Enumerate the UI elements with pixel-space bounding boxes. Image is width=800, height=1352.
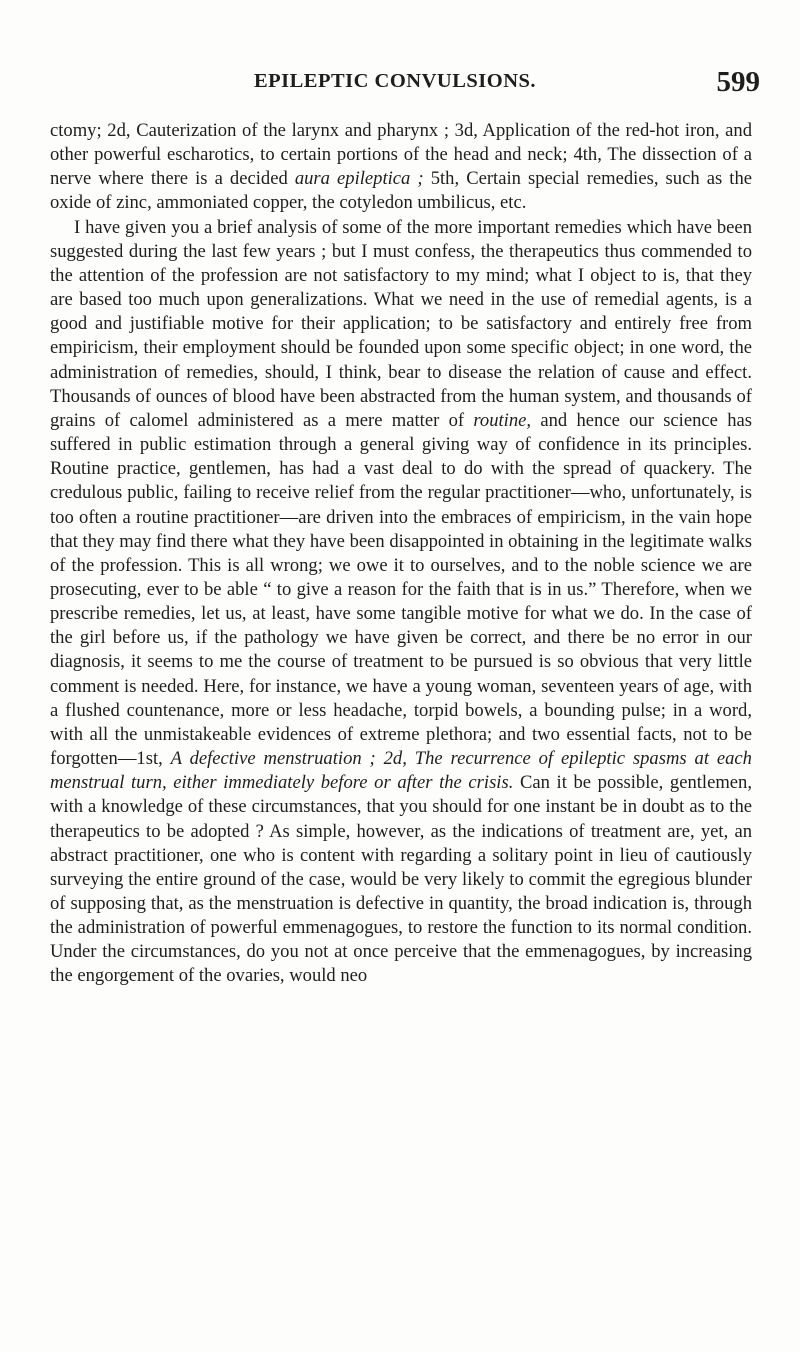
text-run: and hence our science has suffered in public estimation through a general giving way of confidence in its principles. Routine practice, gentlemen, has had a vast deal to do with the spread of quackery. The credulous public, failing to receive relief from the regular practitioner—who, unfortunately, is too often a routine practitioner—are driven into the embraces of empiricism, in the vain hope that they may find there what they have been disappointed in obtaining in the legitimate walks of the profession. This is all wrong; we owe it to ourselves, and to the noble science we are prosecuting, ever to be able “ to give a reason for the faith that is in us.” Therefore, when we prescribe remedies, let us, at least, have some tangible motive for what we do. In the case of the girl before us, if the pathology we have given be correct, and there be no error in our diagnosis, it seems to me the course of treatment to be pursued is so obvious that very little comment is needed. Here, for instance, we have a young woman, seventeen years of age, with a flushed countenance, more or less headache, torpid bowels, a bounding pulse; in a word, with all the unmistakeable evidences of extreme plethora; and two essential facts, not to be forgotten—1st, xyxy=(50,409,752,770)
paragraph xyxy=(50,119,752,216)
text-run: I have given you a brief analysis of some of the more important remedies which have been suggested during the last few years ; but I must confess, the therapeutics thus commended to the attention of the profession are not satisfactory to my mind; what I object to is, that they are based too much upon generalizations. What we need in the use of remedial agents, is a good and justifiable motive for their application; to be satisfactory and entirely free from empiricism, their employment should be founded upon some specific object; in one word, the administration of remedies, should, I think, bear to disease the relation of cause and effect. Thousands of ounces of blood have been abstracted from the human system, and thousands of grains of calomel administered as a mere matter of xyxy=(50,216,752,431)
paragraph xyxy=(50,216,752,989)
body-text xyxy=(50,119,752,989)
italic-text: aura epileptica ; xyxy=(294,168,424,190)
page-number: 599 xyxy=(716,66,760,98)
running-head: EPILEPTIC CONVULSIONS. xyxy=(253,70,537,92)
text-run: ctomy; 2d, Cauterization of the larynx and pharynx ; 3d, Application of the red-hot iron, and other powerful escharotics, to certain portions of the head and neck; 4th, The dissection of a nerve where there is a decided xyxy=(50,120,752,190)
italic-text: A defective menstruation ; 2d, The recurrence of epileptic spasms at each menstrual turn, either immediately before or after the crisis. xyxy=(50,748,752,794)
text-run: 5th, Certain special remedies, such as the oxide of zinc, ammoniated copper, the cotyledon umbilicus, etc. xyxy=(50,168,752,214)
italic-text: routine, xyxy=(473,409,532,431)
page-header xyxy=(0,66,800,106)
text-run: Can it be possible, gentlemen, with a knowledge of these circumstances, that you should for one instant be in doubt as to the therapeutics to be adopted ? As simple, however, as the indications of treatment are, yet, an abstract practitioner, one who is content with regarding a solitary point in lieu of cautiously surveying the entire ground of the case, would be very likely to commit the egregious blunder of supposing that, as the menstruation is defective in quantity, the broad indication is, through the administration of powerful emmenagogues, to restore the function to its normal condition. Under the circumstances, do you not at once perceive that the emmenagogues, by increasing the engorgement of the ovaries, would neo xyxy=(50,772,752,987)
